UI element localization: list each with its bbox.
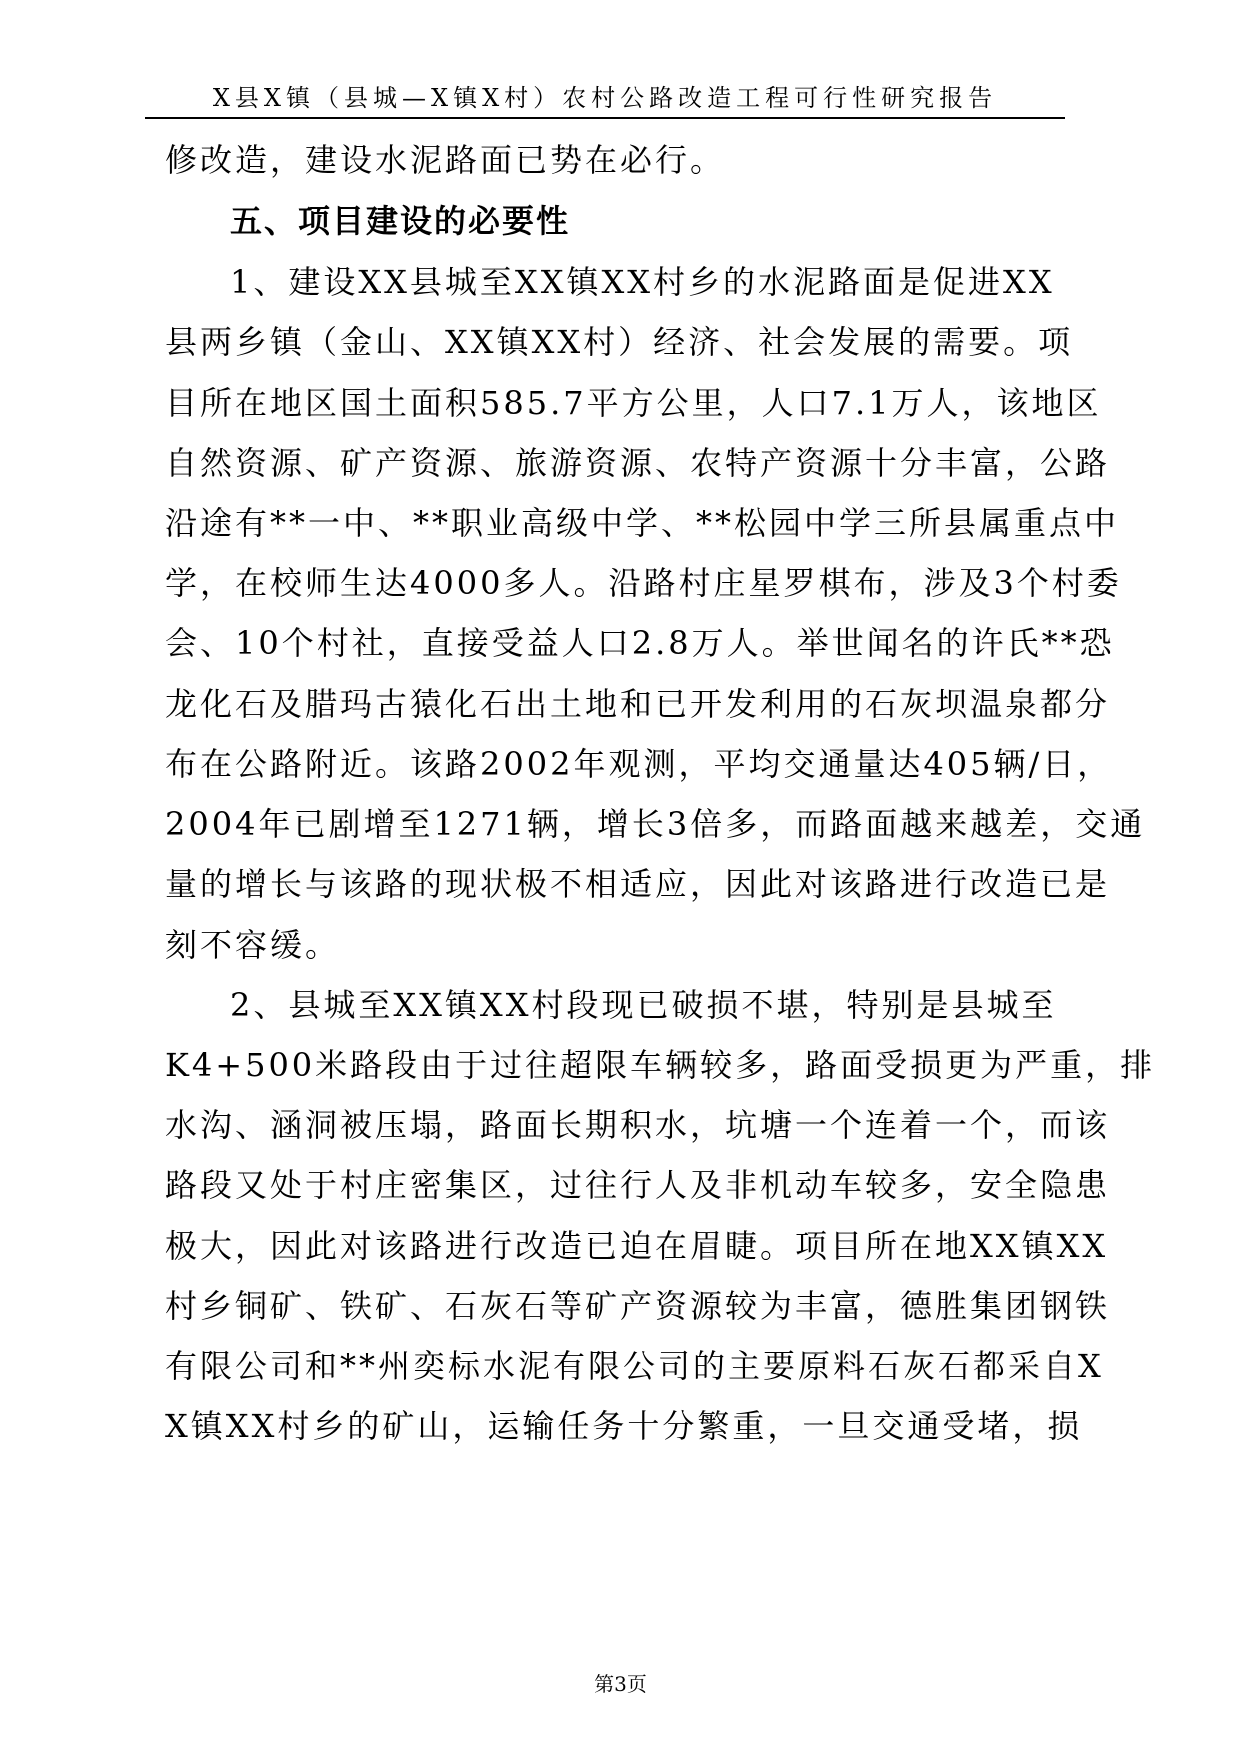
text-line: 2004年已剧增至1271辆，增长3倍多，而路面越来越差，交通 [165,805,1146,843]
text-line: 目所在地区国土面积585.7平方公里，人口7.1万人，该地区 [165,384,1102,422]
text-line: 路段又处于村庄密集区，过往行人及非机动车较多，安全隐患 [165,1166,1111,1204]
text-line: 沿途有**一中、**职业高级中学、**松园中学三所县属重点中 [165,504,1120,542]
page-number: 第3页 [594,1672,647,1696]
text-line: 会、10个村社，直接受益人口2.8万人。举世闻名的许氏**恐 [165,624,1115,662]
text-line: 有限公司和**州奕标水泥有限公司的主要原料石灰石都采自X [165,1347,1104,1385]
text-line: 极大，因此对该路进行改造已迫在眉睫。项目所在地XX镇XX [165,1227,1109,1265]
text-line: K4+500米路段由于过往超限车辆较多，路面受损更为严重，排 [165,1046,1156,1084]
text-line: 布在公路附近。该路2002年观测，平均交通量达405辆/日， [165,745,1113,783]
text-line: 村乡铜矿、铁矿、石灰石等矿产资源较为丰富，德胜集团钢铁 [165,1287,1111,1325]
text-line: 2、县城至XX镇XX村段现已破损不堪，特别是县城至 [230,986,1057,1024]
text-line: 水沟、涵洞被压塌，路面长期积水，坑塘一个连着一个，而该 [165,1106,1111,1144]
text-line: 学，在校师生达4000多人。沿路村庄星罗棋布，涉及3个村委 [165,564,1122,602]
section-heading: 五、项目建设的必要性 [230,202,571,240]
text-line: 龙化石及腊玛古猿化石出土地和已开发利用的石灰坝温泉都分 [165,685,1111,723]
text-line: 刻不容缓。 [165,926,341,964]
text-line: 县两乡镇（金山、XX镇XX村）经济、社会发展的需要。项 [165,323,1074,361]
text-line: 量的增长与该路的现状极不相适应，因此对该路进行改造已是 [165,865,1111,903]
text-line: 修改造，建设水泥路面已势在必行。 [165,141,726,179]
header-rule [145,117,1065,119]
text-line: 自然资源、矿产资源、旅游资源、农特产资源十分丰富，公路 [165,444,1111,482]
text-line: 1、建设XX县城至XX镇XX村乡的水泥路面是促进XX [230,263,1055,301]
page-header-title: X县X镇（县城—X镇X村）农村公路改造工程可行性研究报告 [212,84,998,112]
text-line: X镇XX村乡的矿山，运输任务十分繁重，一旦交通受堵，损 [165,1407,1083,1445]
